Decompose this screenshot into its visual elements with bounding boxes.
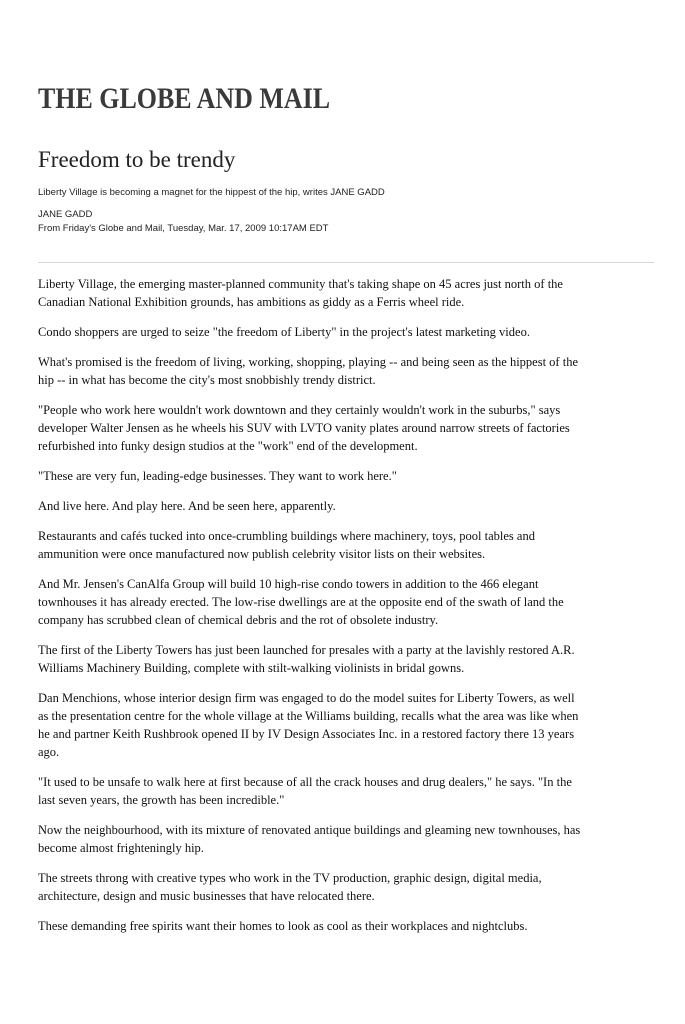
- paragraph-line: he and partner Keith Rushbrook opened II by IV Design Associates Inc. in a restored factory there 13 years: [38, 727, 575, 741]
- article-paragraph: [38, 353, 656, 389]
- article-headline: Freedom to be trendy: [38, 147, 236, 172]
- paragraph-line: refurbished into funky design studios at the "work" end of the development.: [38, 439, 418, 453]
- paragraph-line: Now the neighbourhood, with its mixture of renovated antique buildings and gleaming new townhouses, has: [38, 823, 581, 837]
- masthead-title: THE GLOBE AND MAIL: [38, 82, 330, 115]
- paragraph-line: And live here. And play here. And be seen here, apparently.: [38, 499, 336, 513]
- paragraph-line: Dan Menchions, whose interior design firm was engaged to do the model suites for Liberty Towers, as well: [38, 691, 575, 705]
- paragraph-line: "It used to be unsafe to walk here at first because of all the crack houses and drug dealers," he says. "In the: [38, 775, 572, 789]
- article-paragraph: [38, 821, 656, 857]
- paragraph-line: And Mr. Jensen's CanAlfa Group will build 10 high-rise condo towers in addition to the 466 elegant: [38, 577, 539, 591]
- article-paragraph: [38, 917, 656, 935]
- article-paragraph: [38, 641, 656, 677]
- paragraph-line: developer Walter Jensen as he wheels his SUV with LVTO vanity plates around narrow streets of factories: [38, 421, 570, 435]
- paragraph-line: "People who work here wouldn't work downtown and they certainly wouldn't work in the suburbs," says: [38, 403, 561, 417]
- paragraph-line: ammunition were once manufactured now publish celebrity visitor lists on their websites.: [38, 547, 486, 561]
- paragraph-line: last seven years, the growth has been incredible.": [38, 793, 285, 807]
- article-paragraph: [38, 527, 656, 563]
- article-paragraph: [38, 869, 656, 905]
- article-byline: JANE GADD: [38, 209, 93, 220]
- paragraph-line: become almost frighteningly hip.: [38, 841, 204, 855]
- paragraph-line: These demanding free spirits want their homes to look as cool as their workplaces and nightclubs.: [38, 919, 528, 933]
- article-dateline: From Friday's Globe and Mail, Tuesday, Mar. 17, 2009 10:17AM EDT: [38, 223, 329, 234]
- masthead-logo: [38, 78, 338, 118]
- paragraph-line: What's promised is the freedom of living, working, shopping, playing -- and being seen as the hippest of the: [38, 355, 578, 369]
- paragraph-line: Williams Machinery Building, complete with stilt-walking violinists in bridal gowns.: [38, 661, 465, 675]
- header-divider: [38, 262, 654, 263]
- paragraph-line: ago.: [38, 745, 60, 759]
- paragraph-line: The first of the Liberty Towers has just been launched for presales with a party at the lavishly restored A.R.: [38, 643, 575, 657]
- paragraph-line: Liberty Village, the emerging master-planned community that's taking shape on 45 acres just north of the: [38, 277, 563, 291]
- paragraph-line: townhouses it has already erected. The low-rise dwellings are at the opposite end of the swath of land the: [38, 595, 564, 609]
- paragraph-line: as the presentation centre for the whole village at the Williams building, recalls what the area was like when: [38, 709, 579, 723]
- paragraph-line: hip -- in what has become the city's most snobbishly trendy district.: [38, 373, 376, 387]
- article-paragraph: [38, 275, 656, 311]
- article-deck: Liberty Village is becoming a magnet for the hippest of the hip, writes JANE GADD: [38, 187, 385, 198]
- article-paragraph: [38, 575, 656, 629]
- paragraph-line: company has scrubbed clean of chemical debris and the rot of obsolete industry.: [38, 613, 439, 627]
- article-paragraph: [38, 497, 656, 515]
- article-paragraph: [38, 401, 656, 455]
- masthead-wordmark: [38, 78, 338, 118]
- paragraph-line: "These are very fun, leading-edge businesses. They want to work here.": [38, 469, 397, 483]
- paragraph-line: Condo shoppers are urged to seize "the freedom of Liberty" in the project's latest marketing video.: [38, 325, 530, 339]
- article-paragraph: [38, 323, 656, 341]
- article-paragraph: [38, 467, 656, 485]
- article-paragraph: [38, 773, 656, 809]
- paragraph-line: The streets throng with creative types who work in the TV production, graphic design, digital media,: [38, 871, 542, 885]
- paragraph-line: architecture, design and music businesses that have relocated there.: [38, 889, 375, 903]
- article-paragraph: [38, 689, 656, 761]
- paragraph-line: Restaurants and cafés tucked into once-crumbling buildings where machinery, toys, pool tables and: [38, 529, 535, 543]
- article-body: [38, 275, 656, 947]
- paragraph-line: Canadian National Exhibition grounds, has ambitions as giddy as a Ferris wheel ride.: [38, 295, 465, 309]
